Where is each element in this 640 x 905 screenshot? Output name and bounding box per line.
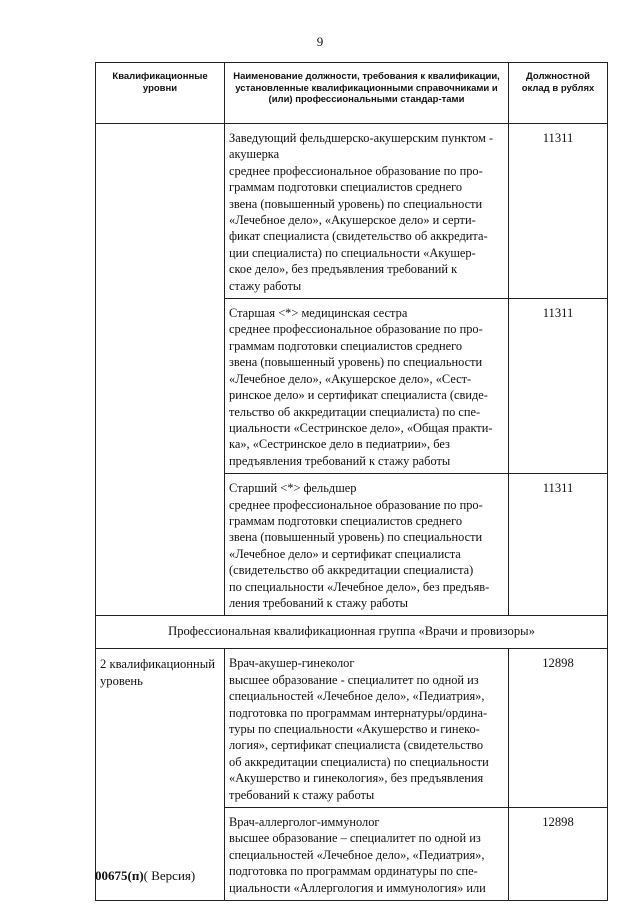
level-cell: 2 квалификационный уровень bbox=[96, 649, 225, 901]
document-code-number: 00675(п) bbox=[95, 868, 144, 883]
group-row bbox=[96, 616, 608, 649]
document-code bbox=[95, 868, 195, 884]
salary-cell: 11311 bbox=[509, 474, 608, 616]
position-requirements: высшее образование - специалитет по одной из специальностей «Лечебное дело», «Педиатрия», подготовка по программам интернатуры/ордина- туры по специальности «Акушерство и гинеко- логия», сертификат специалиста (свидетельство об аккредитации специалиста) по специальности «Акушерство и гинекология», без предъявления требований к стажу работы bbox=[229, 672, 489, 802]
position-title: Врач-аллерголог-иммунолог bbox=[229, 815, 380, 830]
position-cell bbox=[225, 299, 509, 474]
table-header-row bbox=[96, 63, 608, 124]
table-row bbox=[96, 649, 608, 808]
position-title: Заведующий фельдшерско-акушерским пунктом - акушерка bbox=[229, 131, 494, 162]
table-row bbox=[96, 124, 608, 299]
header-level: Квалификационные уровни bbox=[96, 63, 225, 124]
salary-cell: 11311 bbox=[509, 124, 608, 299]
level-cell-empty bbox=[96, 124, 225, 616]
qualification-table bbox=[95, 62, 608, 901]
salary-cell: 12898 bbox=[509, 808, 608, 901]
position-cell bbox=[225, 808, 509, 901]
position-title: Старшая <*> медицинская сестра bbox=[229, 306, 408, 321]
position-title: Старший <*> фельдшер bbox=[229, 481, 357, 496]
position-cell bbox=[225, 649, 509, 808]
salary-cell: 11311 bbox=[509, 299, 608, 474]
header-position: Наименование должности, требования к квалификации, установленные квалификационными справочниками и (или) профессиональными стандар-тами bbox=[225, 63, 509, 124]
position-title: Врач-акушер-гинеколог bbox=[229, 656, 355, 671]
group-title: Профессиональная квалификационная группа «Врачи и провизоры» bbox=[96, 616, 608, 649]
salary-cell: 12898 bbox=[509, 649, 608, 808]
position-requirements: среднее профессиональное образование по про- граммам подготовки специалистов среднего звена (повышенный уровень) по специальности «Лечебное дело», «Акушерское дело» и серти- фикат специалиста (свидетельство об аккредита- ции специалиста) по специальности «Акушер- ское дело», без предъявления требований к стажу работы bbox=[229, 163, 488, 293]
header-salary: Должностной оклад в рублях bbox=[509, 63, 608, 124]
position-cell bbox=[225, 474, 509, 616]
position-cell bbox=[225, 124, 509, 299]
document-version: ( Версия) bbox=[143, 868, 196, 883]
page-number: 9 bbox=[316, 34, 324, 49]
position-requirements: среднее профессиональное образование по про- граммам подготовки специалистов среднего звена (повышенный уровень) по специальности «Лечебное дело» и сертификат специалиста (свидетельство об аккредитации специалиста) по специальности «Лечебное дело», без предъяв- ления требований к стажу работы bbox=[229, 497, 490, 610]
position-requirements: высшее образование – специалитет по одной из специальностей «Лечебное дело», «Педиатрия», подготовка по программам ординатуры по спе- циальности «Аллергология и иммунология» или bbox=[229, 831, 486, 895]
position-requirements: среднее профессиональное образование по про- граммам подготовки специалистов среднего звена (повышенный уровень) по специальности «Лечебное дело», «Акушерское дело», «Сест- ринское дело» и сертификат специалиста (свиде- тельство об аккредитации специалиста) по спе- циальности «Сестринское дело», «Общая практи- ка», «Сестринское дело в педиатрии», без предъявления требований к стажу работы bbox=[229, 322, 493, 468]
